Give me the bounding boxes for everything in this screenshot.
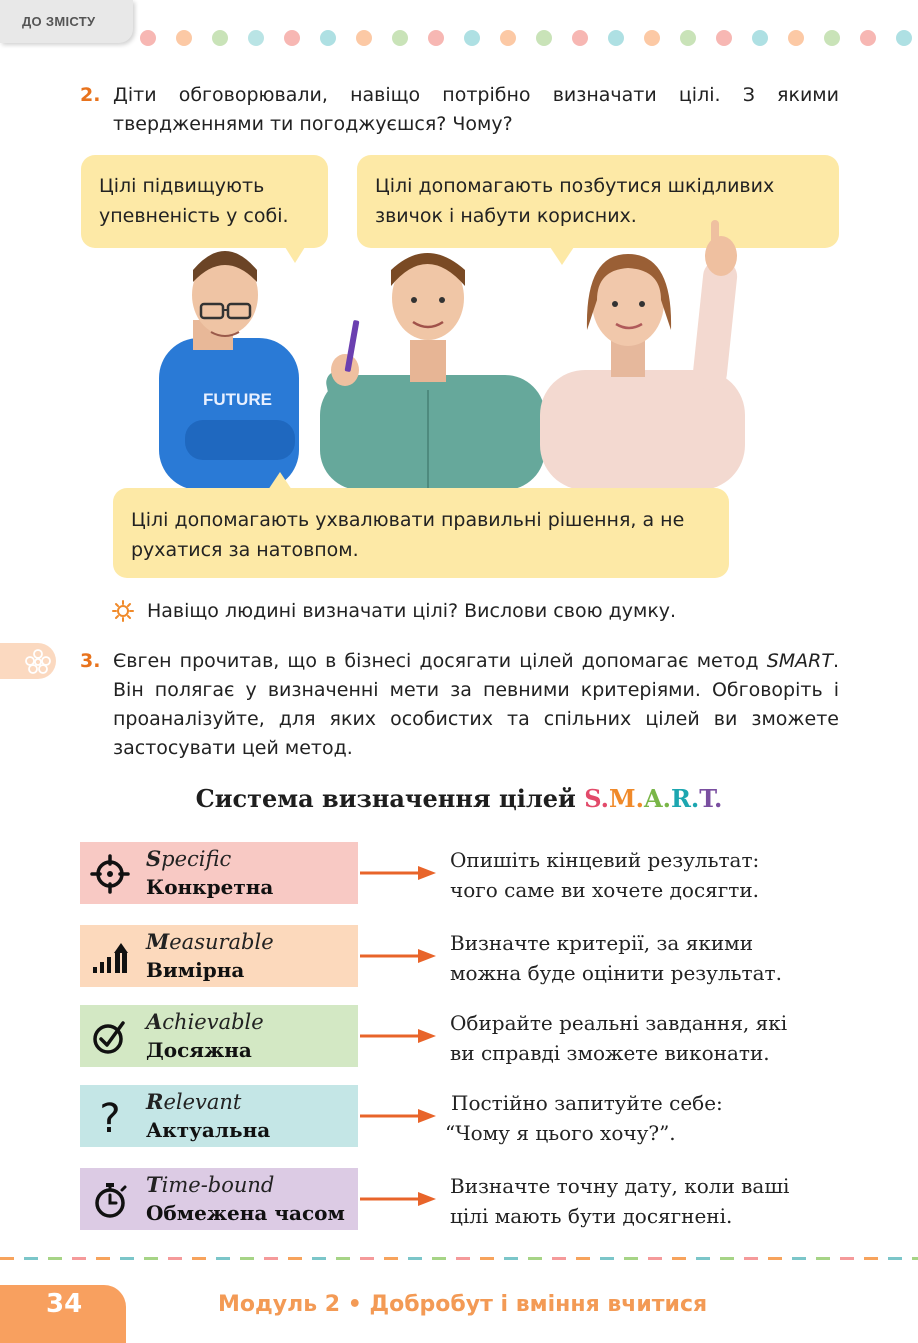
boy-with-glasses [159,251,299,490]
decorative-dot [572,30,588,46]
arrow-right-icon [360,865,438,881]
decorative-dot [788,30,804,46]
decorative-dot [824,30,840,46]
decorative-dot [320,30,336,46]
criterion-initial: M [146,929,170,954]
decorative-dot [464,30,480,46]
smart-letter: T [699,784,715,813]
smart-letter: . [600,784,610,813]
description-line: цілі мають бути досягнені. [450,1204,733,1228]
table-of-contents-link[interactable]: ДО ЗМІСТУ [0,0,133,43]
stopwatch-icon [90,1180,130,1220]
criterion-english [146,846,231,871]
group-work-icon [24,648,52,674]
criterion-ukrainian: Вимірна [146,958,245,982]
decorative-dots [140,30,910,46]
children-photo [155,220,755,490]
smart-letter: A [643,784,663,813]
page-number: 34 [0,1285,126,1343]
check-circle-icon [90,1017,130,1057]
task-number: 3. [80,650,101,672]
smart-letter: M [609,784,636,813]
criterion-ukrainian: Конкретна [146,875,274,899]
dashed-divider [0,1257,918,1260]
speech-bubble-text: Цілі допомагають позбутися шкідливих звичок і набути корисних. [375,175,775,227]
girl-with-raised-hand [540,220,745,490]
criterion-description [450,1008,870,1068]
criterion-description [450,845,870,905]
criterion-rest: pecific [161,847,232,871]
description-line: Постійно запитуйте себе: [451,1091,723,1115]
smart-letter: . [635,784,644,813]
description-line: Обирайте реальні завдання, які [450,1011,788,1035]
discussion-question: Навіщо людині визначати цілі? Вислови свою думку. [147,600,677,622]
criterion-initial: S [146,846,162,871]
task-text: Діти обговорювали, навіщо потрібно визначати цілі. З якими твердженнями ти погоджуєшся? Чому? [113,84,839,135]
criterion-initial: T [146,1172,162,1197]
task-text [113,647,839,763]
target-icon [90,854,130,894]
decorative-dot [644,30,660,46]
module-title: Модуль 2 • Добробут і вміння вчитися [218,1292,708,1317]
decorative-dot [536,30,552,46]
speech-bubble [113,488,729,578]
smart-criterion-box [80,1005,358,1067]
criterion-initial: A [146,1009,163,1034]
arrow-right-icon [360,1108,438,1124]
task-number: 2. [80,84,101,106]
decorative-dot [212,30,228,46]
description-line: чого саме ви хочете досягти. [450,878,760,902]
growth-chart-icon [90,937,130,977]
criterion-description [445,1088,865,1148]
svg-text:?: ? [99,1096,121,1140]
speech-bubble-text: Цілі допомагають ухвалювати правильні рішення, а не рухатися за натовпом. [131,509,685,561]
decorative-dot [356,30,372,46]
criterion-ukrainian: Досяжна [146,1038,252,1062]
smart-criterion-box [80,842,358,904]
description-line: ви справді зможете виконати. [450,1041,770,1065]
arrow-right-icon [360,1028,438,1044]
decorative-dot [284,30,300,46]
speech-bubble-text: Цілі підвищують упевненість у собі. [99,175,289,227]
criterion-rest: elevant [163,1090,242,1114]
smart-letter: . [690,784,700,813]
decorative-dot [248,30,264,46]
criterion-ukrainian: Обмежена часом [146,1201,345,1225]
smart-letter: . [662,784,671,813]
smart-letter: . [714,784,723,813]
criterion-rest: ime-bound [161,1173,275,1197]
smart-title-text: Система визначення цілей [195,784,576,813]
decorative-dot [140,30,156,46]
criterion-description [450,928,870,988]
decorative-dot [500,30,516,46]
decorative-dot [392,30,408,46]
question-icon [90,1096,130,1140]
criterion-initial: R [146,1089,164,1114]
boy-with-pen [320,253,545,490]
criterion-description [450,1171,870,1231]
description-line: “Чому я цього хочу?”. [445,1121,676,1145]
description-line: Визначте критерії, за якими [450,931,754,955]
decorative-dot [608,30,624,46]
section-marker-tab [0,643,56,679]
smart-criterion-box [80,925,358,987]
criterion-english [146,1009,264,1034]
decorative-dot [428,30,444,46]
shirt-print: FUTURE [203,390,272,409]
task-text-part: Євген прочитав, що в бізнесі досягати цілей допомагає метод [113,650,767,672]
criterion-english [146,1089,241,1114]
description-line: Визначте точну дату, коли ваші [450,1174,790,1198]
arrow-right-icon [360,948,438,964]
smart-criterion-box [80,1168,358,1230]
arrow-right-icon [360,1191,438,1207]
smart-term: SMART [766,650,833,672]
criterion-rest: chievable [162,1010,264,1034]
criterion-ukrainian: Актуальна [146,1118,271,1142]
decorative-dot [752,30,768,46]
decorative-dot [896,30,912,46]
decorative-dot [860,30,876,46]
decorative-dot [680,30,696,46]
task-text-part: . Він полягає у визначенні мети за певними критеріями. Обговоріть і проаналізуйте, для яких особистих та спільних цілей ви зможете застосувати цей метод. [113,650,839,759]
description-line: можна буде оцінити результат. [450,961,782,985]
smart-criterion-box [80,1085,358,1147]
description-line: Опишіть кінцевий результат: [450,848,760,872]
decorative-dot [176,30,192,46]
criterion-english [146,929,274,954]
criterion-english [146,1172,274,1197]
smart-letter: S [584,784,601,813]
decorative-dot [716,30,732,46]
smart-acronym [584,784,722,813]
smart-letter: R [670,784,691,813]
smart-title [0,784,918,813]
sun-icon [112,600,134,622]
criterion-rest: easurable [169,930,274,954]
